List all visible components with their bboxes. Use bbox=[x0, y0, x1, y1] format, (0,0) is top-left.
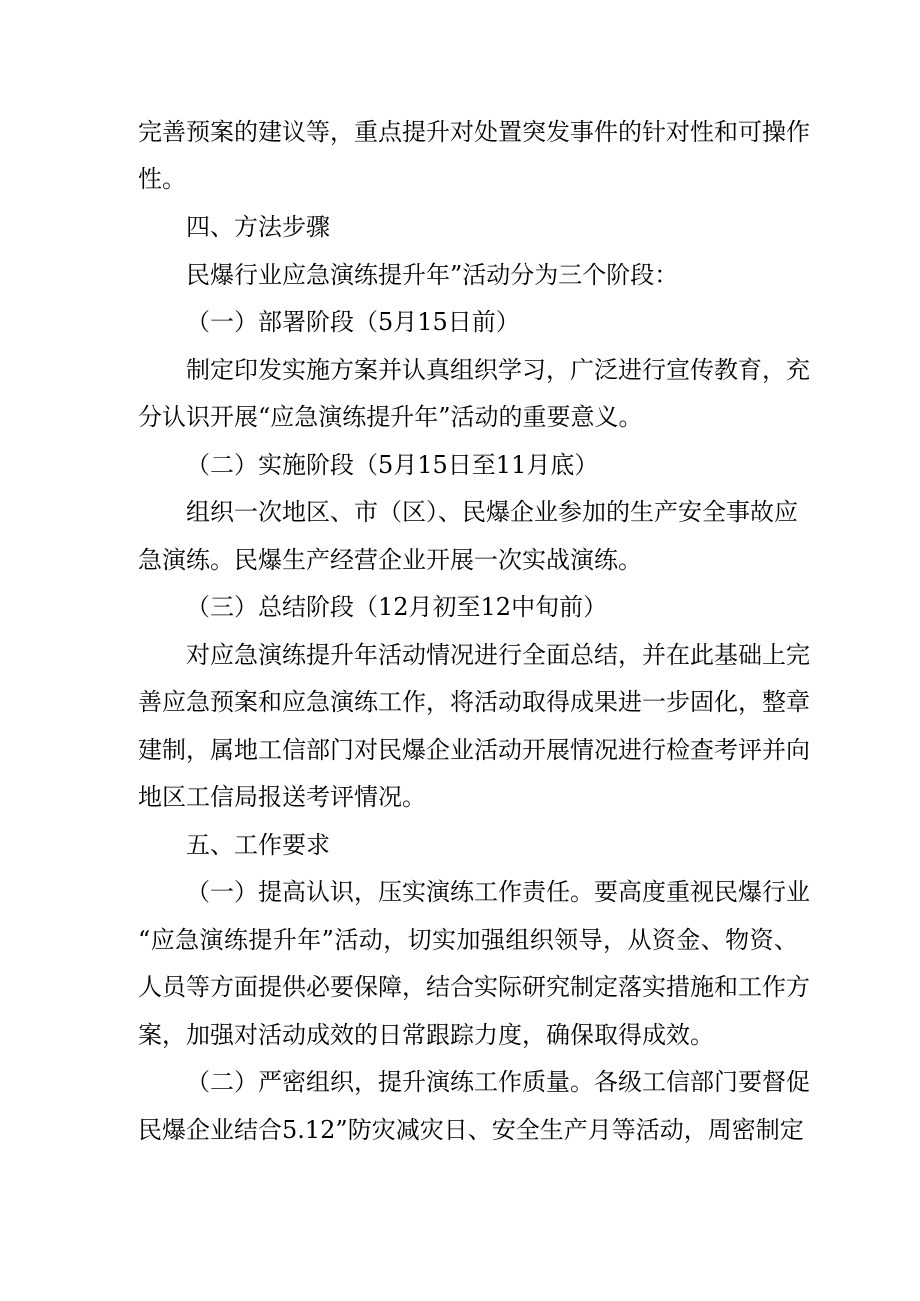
body-text-line: 建制，属地工信部门对民爆企业活动开展情况进行检查考评并向 bbox=[138, 736, 810, 764]
subsection-heading: （三）总结阶段（12月初至12中旬前） bbox=[186, 593, 608, 621]
body-text-line: 性。 bbox=[138, 165, 186, 193]
body-text-line: 制定印发实施方案并认真组织学习，广泛进行宣传教育，充 bbox=[186, 356, 810, 384]
body-text-line: 地区工信局报送考评情况。 bbox=[138, 783, 426, 811]
body-text-line: 组织一次地区、市（区）、民爆企业参加的生产安全事故应 bbox=[186, 498, 798, 526]
body-text-line: 民爆企业结合5.12”防灾减灾日、安全生产月等活动，周密制定 bbox=[138, 1116, 804, 1144]
body-text-line: 完善预案的建议等，重点提升对处置突发事件的针对性和可操作 bbox=[138, 118, 810, 146]
body-text-line: （一）提高认识，压实演练工作责任。要高度重视民爆行业 bbox=[186, 878, 810, 906]
subsection-heading: （一）部署阶段（5月15日前） bbox=[186, 308, 520, 336]
body-text-line: 人员等方面提供必要保障，结合实际研究制定落实措施和工作方 bbox=[138, 973, 810, 1001]
body-text-line: 对应急演练提升年活动情况进行全面总结，并在此基础上完 bbox=[186, 641, 810, 669]
body-text-line: 分认识开展“应急演练提升年”活动的重要意义。 bbox=[138, 403, 643, 431]
body-text-line: 民爆行业应急演练提升年”活动分为三个阶段： bbox=[186, 261, 679, 289]
body-text-line: 急演练。民爆生产经营企业开展一次实战演练。 bbox=[138, 546, 642, 574]
body-text-line: 善应急预案和应急演练工作，将活动取得成果进一步固化，整章 bbox=[138, 688, 810, 716]
body-text-line: “应急演练提升年”活动，切实加强组织领导，从资金、物资、 bbox=[138, 926, 798, 954]
section-heading: 五、工作要求 bbox=[186, 831, 330, 859]
section-heading: 四、方法步骤 bbox=[186, 213, 330, 241]
subsection-heading: （二）实施阶段（5月15日至11月底） bbox=[186, 451, 599, 479]
body-text-line: （二）严密组织，提升演练工作质量。各级工信部门要督促 bbox=[186, 1068, 810, 1096]
body-text-line: 案，加强对活动成效的日常跟踪力度，确保取得成效。 bbox=[138, 1021, 714, 1049]
